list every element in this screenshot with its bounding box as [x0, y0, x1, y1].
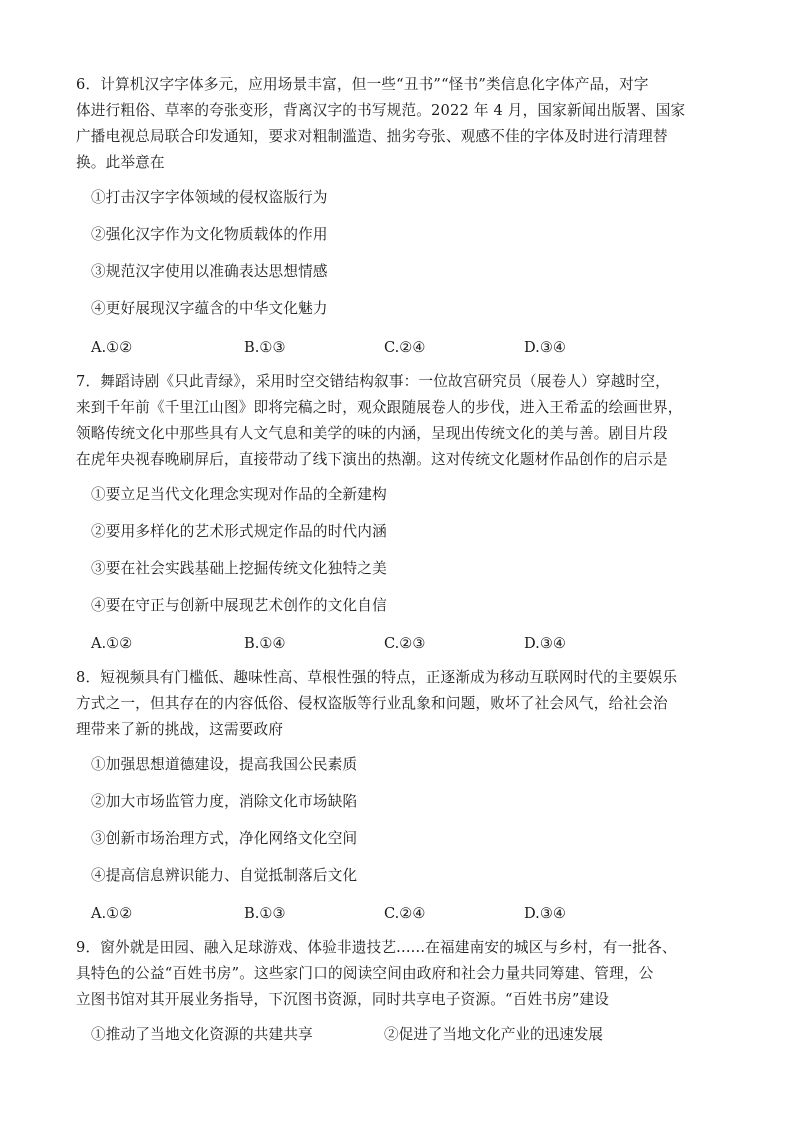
question-6-stem-line-4: 换。此举意在: [76, 154, 165, 171]
question-6-choice-c: C.②④: [384, 339, 426, 356]
question-7-option-1: ①要立足当代文化理念实现对作品的全新建构: [91, 486, 387, 503]
question-7-option-2: ②要用多样化的艺术形式规定作品的时代内涵: [91, 523, 387, 540]
question-7-choice-d: D.③④: [524, 635, 566, 652]
question-9-stem-line-1: 9．窗外就是田园、融入足球游戏、体验非遗技艺......在福建南安的城区与乡村，有一批各、: [76, 939, 677, 956]
question-8-choice-b: B.①③: [244, 905, 286, 922]
question-7-option-3: ③要在社会实践基础上挖掘传统文化独特之美: [91, 560, 387, 577]
question-9-option-1: ①推动了当地文化资源的共建共享: [91, 1026, 313, 1043]
question-8-option-4: ④提高信息辨识能力、自觉抵制落后文化: [91, 867, 358, 884]
question-8-option-1: ①加强思想道德建设，提高我国公民素质: [91, 756, 358, 773]
question-6-stem-line-1: 6．计算机汉字字体多元，应用场景丰富，但一些“丑书”“怪书”类信息化字体产品，对字: [76, 76, 649, 93]
question-6-choice-a: A.①②: [91, 339, 133, 356]
question-7-choice-b: B.①④: [244, 635, 286, 652]
question-7-stem-line-4: 在虎年央视春晚刷屏后，直接带动了线下演出的热潮。这对传统文化题材作品创作的启示是: [76, 451, 668, 468]
question-6-option-3: ③规范汉字使用以准确表达思想情感: [91, 263, 328, 280]
question-7-stem-line-1: 7．舞蹈诗剧《只此青绿》，采用时空交错结构叙事：一位故宫研究员（展卷人）穿越时空，: [76, 373, 670, 390]
question-8-option-3: ③创新市场治理方式，净化网络文化空间: [91, 830, 358, 847]
question-8-choice-a: A.①②: [91, 905, 133, 922]
question-6-choice-d: D.③④: [524, 339, 566, 356]
question-8-stem-line-3: 理带来了新的挑战，这需要政府: [76, 721, 284, 738]
question-9-option-2: ②促进了当地文化产业的迅速发展: [384, 1026, 603, 1043]
question-9-stem-line-3: 立图书馆对其开展业务指导，下沉图书资源，同时共享电子资源。“百姓书房”建设: [76, 991, 610, 1008]
question-6-choice-b: B.①③: [244, 339, 286, 356]
question-6-stem-line-3: 广播电视总局联合印发通知，要求对粗制滥造、拙劣夸张、观感不佳的字体及时进行清理替: [76, 128, 668, 145]
question-6-option-4: ④更好展现汉字蕴含的中华文化魅力: [91, 300, 328, 317]
question-7-option-4: ④要在守正与创新中展现艺术创作的文化自信: [91, 597, 387, 614]
question-8-choice-d: D.③④: [524, 905, 566, 922]
question-7-stem-line-2: 来到千年前《千里江山图》即将完稿之时，观众跟随展卷人的步伐，进入王希孟的绘画世界，: [76, 399, 683, 416]
question-6-option-2: ②强化汉字作为文化物质载体的作用: [91, 226, 328, 243]
question-7-choice-c: C.②③: [384, 635, 426, 652]
question-6-stem-line-2: 体进行粗俗、草率的夸张变形，背离汉字的书写规范。2022 年 4 月，国家新闻出版署、国家: [76, 102, 686, 119]
question-8-stem-line-2: 方式之一，但其存在的内容低俗、侵权盗版等行业乱象和问题，败坏了社会风气，给社会治: [76, 695, 668, 712]
question-8-choice-c: C.②④: [384, 905, 426, 922]
question-9-stem-line-2: 具特色的公益“百姓书房”。这些家门口的阅读空间由政府和社会力量共同筹建、管理，公: [76, 965, 654, 982]
question-7-choice-a: A.①②: [91, 635, 133, 652]
question-8-option-2: ②加大市场监管力度，消除文化市场缺陷: [91, 793, 358, 810]
question-7-stem-line-3: 领略传统文化中那些具有人文气息和美学的味的内涵，呈现出传统文化的美与善。剧目片段: [76, 425, 668, 442]
question-8-stem-line-1: 8．短视频具有门槛低、趣味性高、草根性强的特点，正逐渐成为移动互联网时代的主要娱乐: [76, 669, 678, 686]
question-6-option-1: ①打击汉字字体领域的侵权盗版行为: [91, 189, 328, 206]
